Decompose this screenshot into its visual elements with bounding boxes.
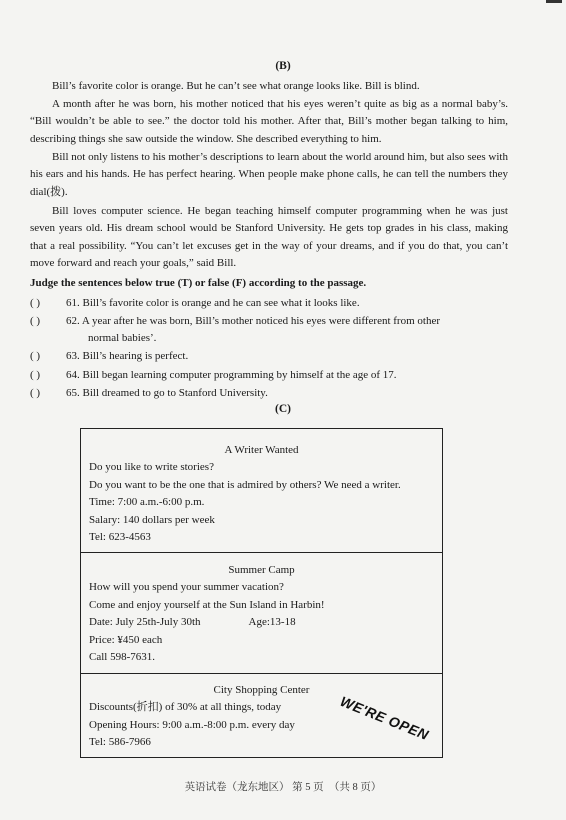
question-64 bbox=[30, 367, 510, 384]
passage-paragraph-2: A month after he was born, his mother noticed that his eyes weren’t quite as big as a normal baby’s. “Bill wouldn’t be able to see.” the doctor told his mother. After that, Bill’s mother began talking to him, describing things she saw outside the window. She described everything to him. bbox=[30, 98, 508, 145]
answer-blank[interactable]: ( ) bbox=[30, 387, 41, 399]
question-65 bbox=[30, 385, 510, 402]
passage-paragraph-1: Bill’s favorite color is orange. But he can’t see what orange looks like. Bill is blind. bbox=[52, 80, 420, 92]
ad-line: Come and enjoy yourself at the Sun Island in Harbin! bbox=[89, 598, 325, 611]
question-text: 64. Bill began learning computer programming by himself at the age of 17. bbox=[66, 369, 397, 381]
corner-mark bbox=[546, 0, 562, 3]
ad-line: Salary: 140 dollars per week bbox=[89, 513, 215, 526]
were-open-stamp: WE'RE OPEN bbox=[338, 693, 432, 744]
ad-title: Summer Camp bbox=[228, 564, 295, 576]
ad-title: A Writer Wanted bbox=[224, 444, 299, 456]
ad-line: Tel: 586-7966 bbox=[89, 736, 151, 749]
ad-line: Discounts(折扣) of 30% at all things, today bbox=[89, 701, 282, 713]
answer-blank[interactable]: ( ) bbox=[30, 315, 41, 327]
question-text-continued: normal babies’. bbox=[88, 332, 157, 344]
passage-paragraph-4: Bill loves computer science. He began teaching himself computer programming when he was just seven years old. His dream school would be Stanford University. He gets top grades in his class, making that a real possibility. “You can’t let excuses get in the way of your dreams, and if you do that, you can’t move forward and reach your goals,” said Bill. bbox=[30, 205, 508, 270]
camp-date: Date: July 25th-July 30th bbox=[89, 616, 201, 629]
ad-title: City Shopping Center bbox=[213, 684, 310, 696]
ad-line: How will you spend your summer vacation? bbox=[89, 581, 284, 593]
question-63 bbox=[30, 348, 510, 365]
question-text: 63. Bill’s hearing is perfect. bbox=[66, 350, 189, 362]
ads-box bbox=[80, 428, 443, 758]
section-b-heading: (B) bbox=[275, 60, 291, 72]
ad-writer-wanted bbox=[81, 429, 442, 552]
ad-line: Time: 7:00 a.m.-6:00 p.m. bbox=[89, 496, 205, 509]
ad-line: Price: ¥450 each bbox=[89, 633, 163, 646]
ad-line-date bbox=[81, 614, 442, 632]
answer-blank[interactable]: ( ) bbox=[30, 369, 41, 381]
question-text: 61. Bill’s favorite color is orange and he can see what it looks like. bbox=[66, 297, 360, 309]
instruction: Judge the sentences below true (T) or false (F) according to the passage. bbox=[30, 277, 367, 289]
ad-line: Call 598-7631. bbox=[89, 651, 155, 664]
ad-summer-camp bbox=[81, 552, 442, 673]
ad-line: Do you want to be the one that is admired by others? We need a writer. bbox=[89, 478, 401, 491]
question-text: 65. Bill dreamed to go to Stanford University. bbox=[66, 387, 268, 399]
answer-blank[interactable]: ( ) bbox=[30, 350, 41, 362]
ad-line: Opening Hours: 9:00 a.m.-8:00 p.m. every day bbox=[89, 718, 295, 731]
camp-age: Age:13-18 bbox=[248, 616, 296, 629]
ad-line: Do you like to write stories? bbox=[89, 461, 214, 473]
question-61 bbox=[30, 295, 510, 312]
ad-line: Tel: 623-4563 bbox=[89, 531, 151, 544]
answer-blank[interactable]: ( ) bbox=[30, 297, 41, 309]
question-text: 62. A year after he was born, Bill’s mother noticed his eyes were different from other bbox=[66, 315, 440, 327]
section-c-heading: (C) bbox=[275, 403, 291, 415]
page-footer: 英语试卷（龙东地区） 第 5 页 （共 8 页） bbox=[184, 782, 382, 793]
passage-paragraph-3: Bill not only listens to his mother’s descriptions to learn about the world around him, but also sees with his ears and his hands. He has perfect hearing. When people make phone calls, he can tell the numbers they dial(拨). bbox=[30, 151, 508, 198]
question-62 bbox=[30, 313, 510, 347]
